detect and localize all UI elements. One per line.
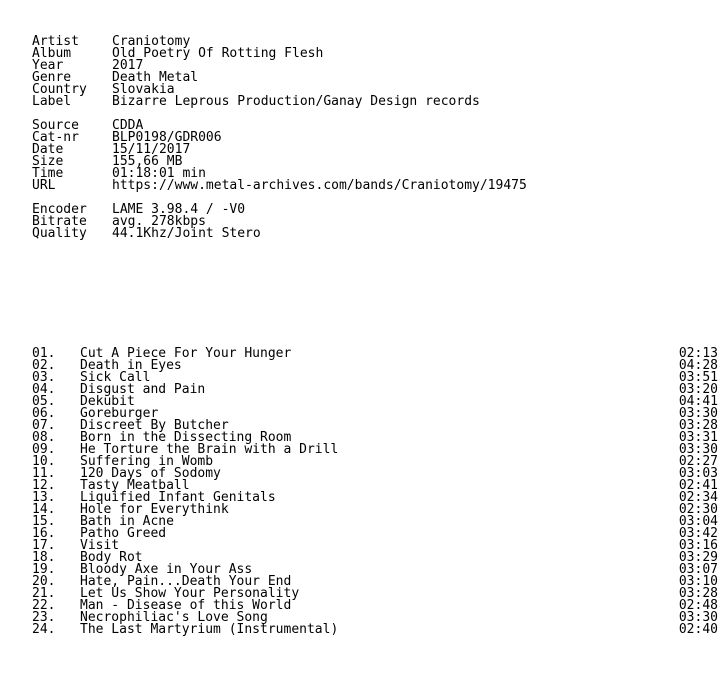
- info-label: Year: [32, 58, 64, 73]
- track-number: 17.: [32, 538, 56, 553]
- track-duration: 03:03: [678, 466, 718, 481]
- info-value: https://www.metal-archives.com/bands/Craniotomy/19475: [112, 178, 527, 193]
- track-title: Bloody Axe in Your Ass: [80, 562, 253, 577]
- info-value: BLP0198/GDR006: [112, 130, 222, 145]
- track-row: [32, 624, 722, 636]
- track-number: 03.: [32, 370, 56, 385]
- track-number: 15.: [32, 514, 56, 529]
- track-number: 11.: [32, 466, 56, 481]
- track-row: [32, 528, 722, 540]
- track-title: Dekubit: [80, 394, 135, 409]
- track-duration: 03:29: [678, 550, 718, 565]
- track-title: Visit: [80, 538, 120, 553]
- track-number: 18.: [32, 550, 56, 565]
- track-duration: 03:20: [678, 382, 718, 397]
- track-title: 120 Days of Sodomy: [80, 466, 221, 481]
- track-number: 09.: [32, 442, 56, 457]
- track-duration: 03:42: [678, 526, 718, 541]
- track-number: 24.: [32, 622, 56, 637]
- info-value: avg. 278kbps: [112, 214, 206, 229]
- info-label: Album: [32, 46, 72, 61]
- encoding-info-section: [32, 204, 722, 240]
- track-number: 20.: [32, 574, 56, 589]
- info-label: Quality: [32, 226, 87, 241]
- info-label: Country: [32, 82, 87, 97]
- info-label: Cat-nr: [32, 130, 79, 145]
- info-value: Slovakia: [112, 82, 175, 97]
- track-number: 13.: [32, 490, 56, 505]
- track-duration: 02:41: [678, 478, 718, 493]
- info-label: Date: [32, 142, 64, 157]
- track-title: Goreburger: [80, 406, 159, 421]
- track-duration: 03:30: [678, 442, 718, 457]
- track-title: He Torture the Brain with a Drill: [80, 442, 339, 457]
- track-title: Suffering in Womb: [80, 454, 214, 469]
- info-label: Bitrate: [32, 214, 87, 229]
- track-duration: 03:16: [678, 538, 718, 553]
- info-value: Old Poetry Of Rotting Flesh: [112, 46, 324, 61]
- track-number: 19.: [32, 562, 56, 577]
- track-title: Let Us Show Your Personality: [80, 586, 300, 601]
- track-duration: 02:30: [678, 502, 718, 517]
- track-number: 06.: [32, 406, 56, 421]
- info-label: Label: [32, 94, 72, 109]
- track-title: Body Rot: [80, 550, 143, 565]
- track-title: Bath in Acne: [80, 514, 174, 529]
- track-title: Liquified Infant Genitals: [80, 490, 276, 505]
- track-duration: 04:41: [678, 394, 718, 409]
- track-duration: 02:34: [678, 490, 718, 505]
- info-row: [32, 228, 722, 240]
- track-number: 08.: [32, 430, 56, 445]
- track-title: Patho Greed: [80, 526, 167, 541]
- track-number: 04.: [32, 382, 56, 397]
- info-row: [32, 96, 722, 108]
- track-title: Necrophiliac's Love Song: [80, 610, 268, 625]
- info-value: LAME 3.98.4 / -V0: [112, 202, 246, 217]
- info-value: Bizarre Leprous Production/Ganay Design records: [112, 94, 480, 109]
- info-value: Death Metal: [112, 70, 199, 85]
- track-number: 12.: [32, 478, 56, 493]
- info-label: Time: [32, 166, 64, 181]
- track-number: 16.: [32, 526, 56, 541]
- track-title: Cut A Piece For Your Hunger: [80, 346, 292, 361]
- track-number: 14.: [32, 502, 56, 517]
- track-duration: 03:30: [678, 610, 718, 625]
- track-title: Man - Disease of this World: [80, 598, 292, 613]
- track-duration: 02:48: [678, 598, 718, 613]
- info-value: Craniotomy: [112, 34, 191, 49]
- track-duration: 03:30: [678, 406, 718, 421]
- info-row: [32, 180, 722, 192]
- info-label: Size: [32, 154, 64, 169]
- track-duration: 03:04: [678, 514, 718, 529]
- info-label: Encoder: [32, 202, 87, 217]
- track-number: 22.: [32, 598, 56, 613]
- track-title: Hate, Pain...Death Your End: [80, 574, 292, 589]
- info-label: Artist: [32, 34, 79, 49]
- track-duration: 03:10: [678, 574, 718, 589]
- track-number: 05.: [32, 394, 56, 409]
- track-duration: 03:07: [678, 562, 718, 577]
- info-label: Genre: [32, 70, 72, 85]
- tracklist-section: [32, 348, 722, 636]
- track-duration: 02:13: [678, 346, 718, 361]
- track-number: 23.: [32, 610, 56, 625]
- track-title: Disgust and Pain: [80, 382, 206, 397]
- source-info-section: [32, 120, 722, 192]
- track-duration: 03:28: [678, 418, 718, 433]
- track-number: 07.: [32, 418, 56, 433]
- release-info-section: [32, 36, 722, 108]
- info-label: URL: [32, 178, 56, 193]
- track-duration: 02:27: [678, 454, 718, 469]
- track-row: [32, 384, 722, 396]
- info-value: 01:18:01 min: [112, 166, 206, 181]
- info-value: CDDA: [112, 118, 144, 133]
- info-value: 155,66 MB: [112, 154, 183, 169]
- info-label: Source: [32, 118, 79, 133]
- track-title: Discreet By Butcher: [80, 418, 229, 433]
- track-title: Born in the Dissecting Room: [80, 430, 292, 445]
- track-title: Sick Call: [80, 370, 151, 385]
- track-title: The Last Martyrium (Instrumental): [80, 622, 339, 637]
- track-number: 21.: [32, 586, 56, 601]
- track-duration: 03:51: [678, 370, 718, 385]
- track-number: 02.: [32, 358, 56, 373]
- track-title: Tasty Meatball: [80, 478, 190, 493]
- track-duration: 03:31: [678, 430, 718, 445]
- info-value: 2017: [112, 58, 144, 73]
- track-title: Death in Eyes: [80, 358, 182, 373]
- info-value: 44.1Khz/Joint Stero: [112, 226, 261, 241]
- track-duration: 04:28: [678, 358, 718, 373]
- info-value: 15/11/2017: [112, 142, 191, 157]
- track-number: 10.: [32, 454, 56, 469]
- track-duration: 03:28: [678, 586, 718, 601]
- track-number: 01.: [32, 346, 56, 361]
- track-duration: 02:40: [678, 622, 718, 637]
- track-title: Hole for Everythink: [80, 502, 229, 517]
